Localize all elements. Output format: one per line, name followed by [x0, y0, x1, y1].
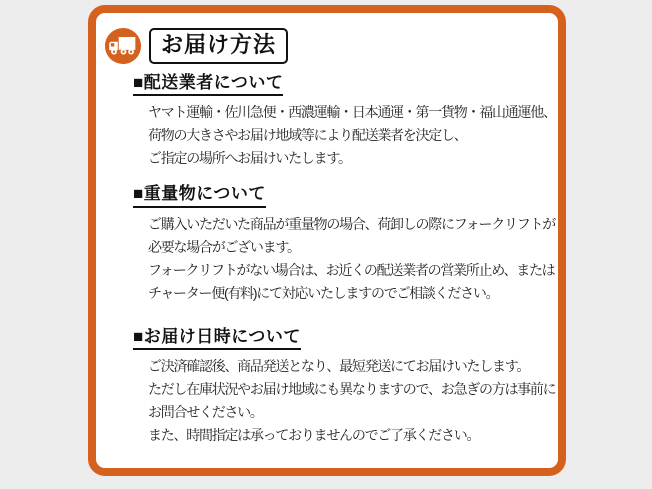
header [104, 26, 540, 66]
body-line: ご購入いただいた商品が重量物の場合、荷卸しの際にフォークリフトが [148, 215, 555, 232]
section-heading: ■重量物について [133, 183, 266, 207]
body-line: ヤマト運輸・佐川急便・西濃運輸・日本通運・第一貨物・福山通運他、 [148, 104, 556, 121]
body-line: フォークリフトがない場合は、お近くの配送業者の営業所止め、または [148, 261, 555, 278]
body-line: また、時間指定は承っておりませんのでご了承ください。 [148, 426, 480, 443]
delivery-info-card [88, 5, 566, 476]
section-body [148, 101, 556, 170]
section-body [148, 213, 555, 305]
body-line: 荷物の大きさやお届け地域等により配送業者を決定し、 [148, 127, 467, 144]
body-line: ご指定の場所へお届けいたします。 [148, 150, 351, 167]
body-line: 必要な場合がございます。 [148, 238, 300, 255]
body-line: お問合せください。 [148, 403, 263, 420]
truck-icon [104, 27, 142, 65]
body-line: チャーター便(有料)にて対応いたしますのでご相談ください。 [148, 284, 499, 301]
section-body [148, 355, 556, 447]
page-title: お届け方法 [149, 28, 288, 63]
body-line: ただし在庫状況やお届け地域にも異なりますので、お急ぎの方は事前に [148, 380, 556, 397]
body-line: ご決済確認後、商品発送となり、最短発送にてお届けいたします。 [148, 357, 530, 374]
section-heading: ■お届け日時について [133, 326, 301, 350]
section-heading: ■配送業者について [133, 72, 283, 96]
section-carriers [133, 72, 556, 170]
section-delivery-datetime [133, 326, 556, 447]
section-heavy-items [133, 183, 555, 304]
